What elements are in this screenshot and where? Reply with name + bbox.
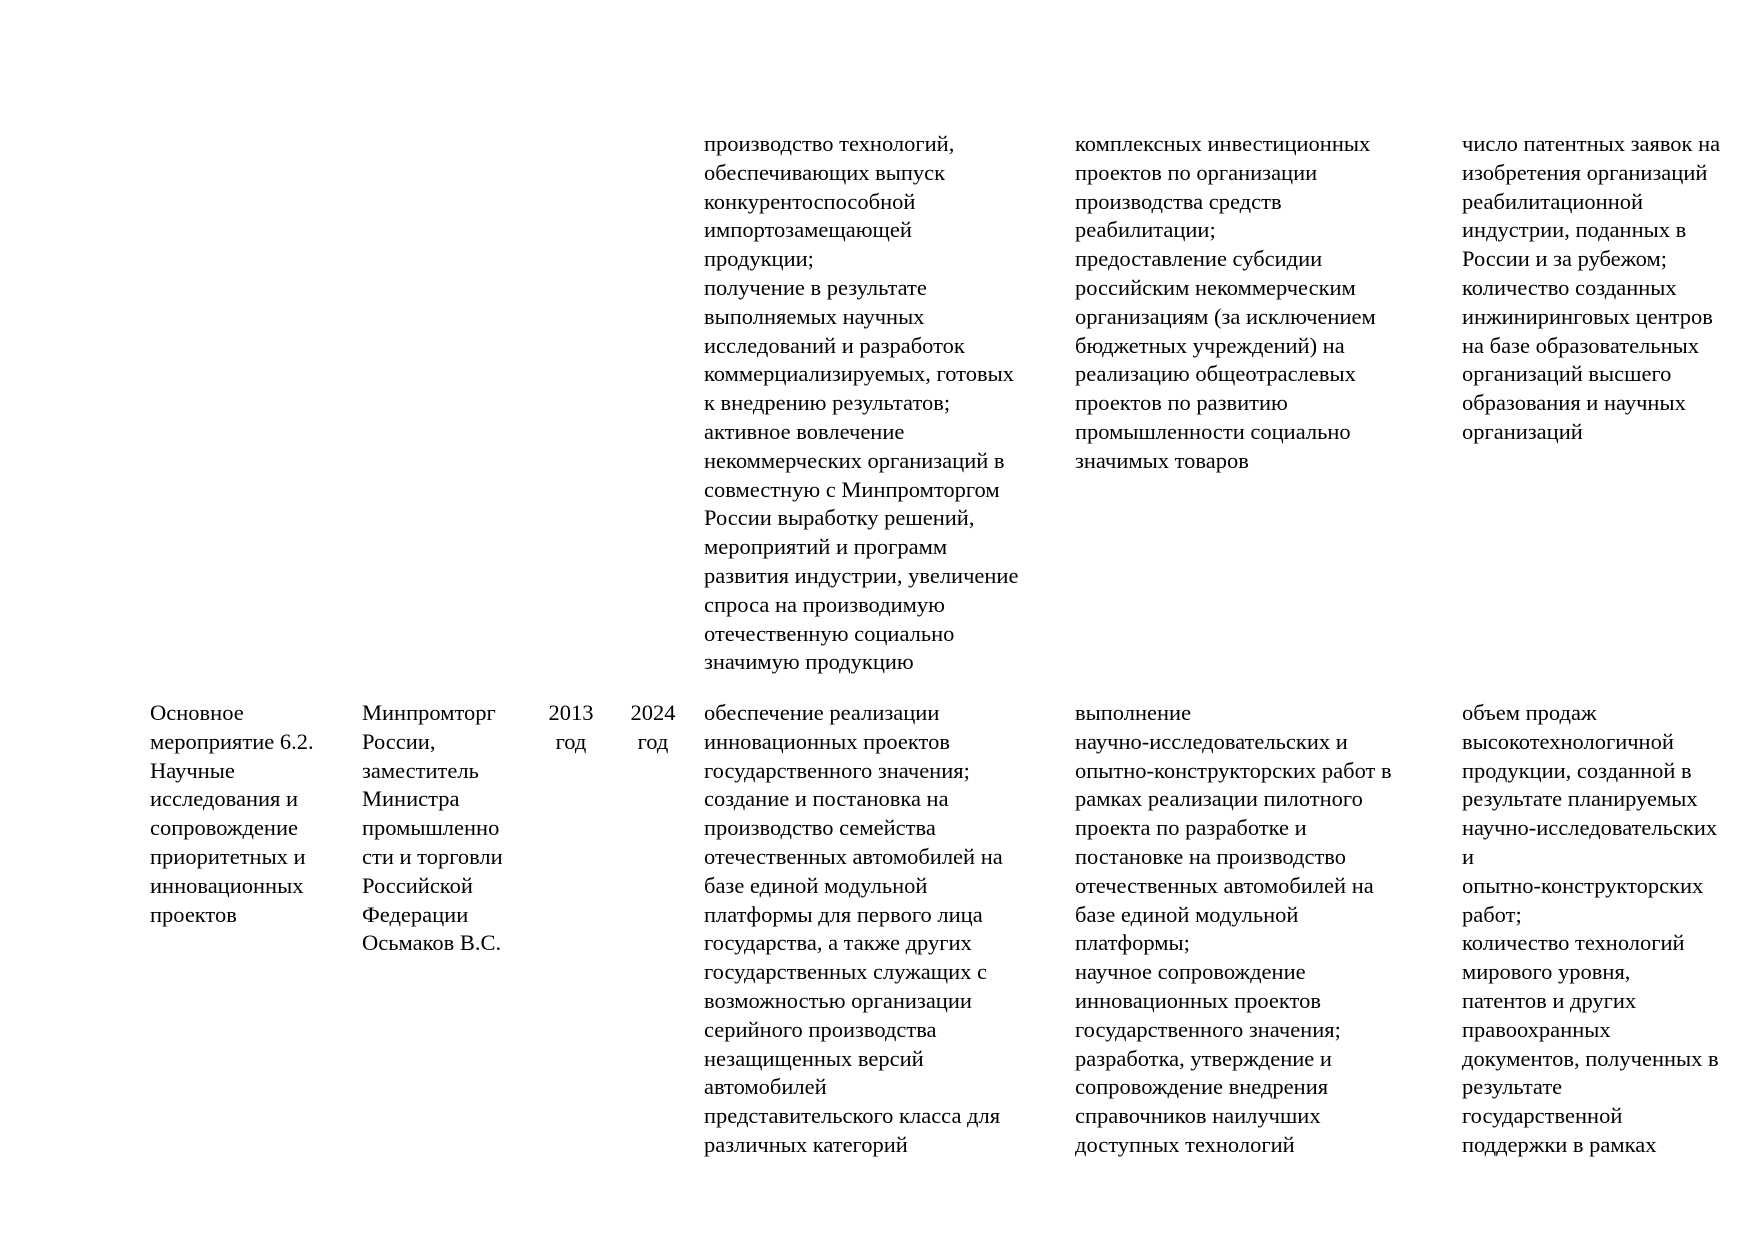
cell-start-year: 2013 год [548, 700, 594, 754]
cell-directions-6-2: выполнение научно-исследовательских и опытно-конструкторских работ в рамках реализации пилотного проекта по разработке и постановке на производство отечественных автомобилей на базе единой модульной платформы; научное сопровождение инновационных проектов государственного значения; разработка, утверждение и сопровождение внедрения справочников наилучших доступных технологий [1075, 700, 1392, 1157]
cell-end-year: 2024 год [630, 700, 676, 754]
cell-indicators-6-2: объем продаж высокотехнологичной продукции, созданной в результате планируемых научно-исследовательских и опытно-конструкторских работ; количество технологий мирового уровня, патентов и других правоохранных документов, полученных в результате государственной поддержки в рамках [1462, 700, 1719, 1157]
cell-results-6-2: обеспечение реализации инновационных проектов государственного значения; создание и постановка на производство семейства отечественных автомобилей на базе единой модульной платформы для первого лица государства, а также других государственных служащих с возможностью организации серийного производства незащищенных версий автомобилей представительского класса для различных категорий [704, 700, 1003, 1157]
cell-measure-6-2: Основное мероприятие 6.2. Научные исследования и сопровождение приоритетных и инновационных проектов [150, 700, 314, 927]
cell-indicators-continued: число патентных заявок на изобретения организаций реабилитационной индустрии, поданных в России и за рубежом; количество созданных инжиниринговых центров на базе образовательных организаций высшего образования и научных организаций [1462, 131, 1721, 444]
cell-executor: Минпромторг России, заместитель Министра промышленно сти и торговли Российской Федерации Осьмаков В.С. [362, 700, 503, 956]
cell-results-continued: производство технологий, обеспечивающих выпуск конкурентоспособной импортозамещающей продукции; получение в результате выполняемых научных исследований и разработок коммерциализируемых, готовых к внедрению результатов; активное вовлечение некоммерческих организаций в совместную с Минпромторгом России выработку решений, мероприятий и программ развития индустрии, увеличение спроса на производимую отечественную социально значимую продукцию [704, 131, 1019, 675]
cell-directions-continued: комплексных инвестиционных проектов по организации производства средств реабилитации; предоставление субсидии российским некоммерческим организациям (за исключением бюджетных учреждений) на реализацию общеотраслевых проектов по развитию промышленности социально значимых товаров [1075, 131, 1376, 473]
